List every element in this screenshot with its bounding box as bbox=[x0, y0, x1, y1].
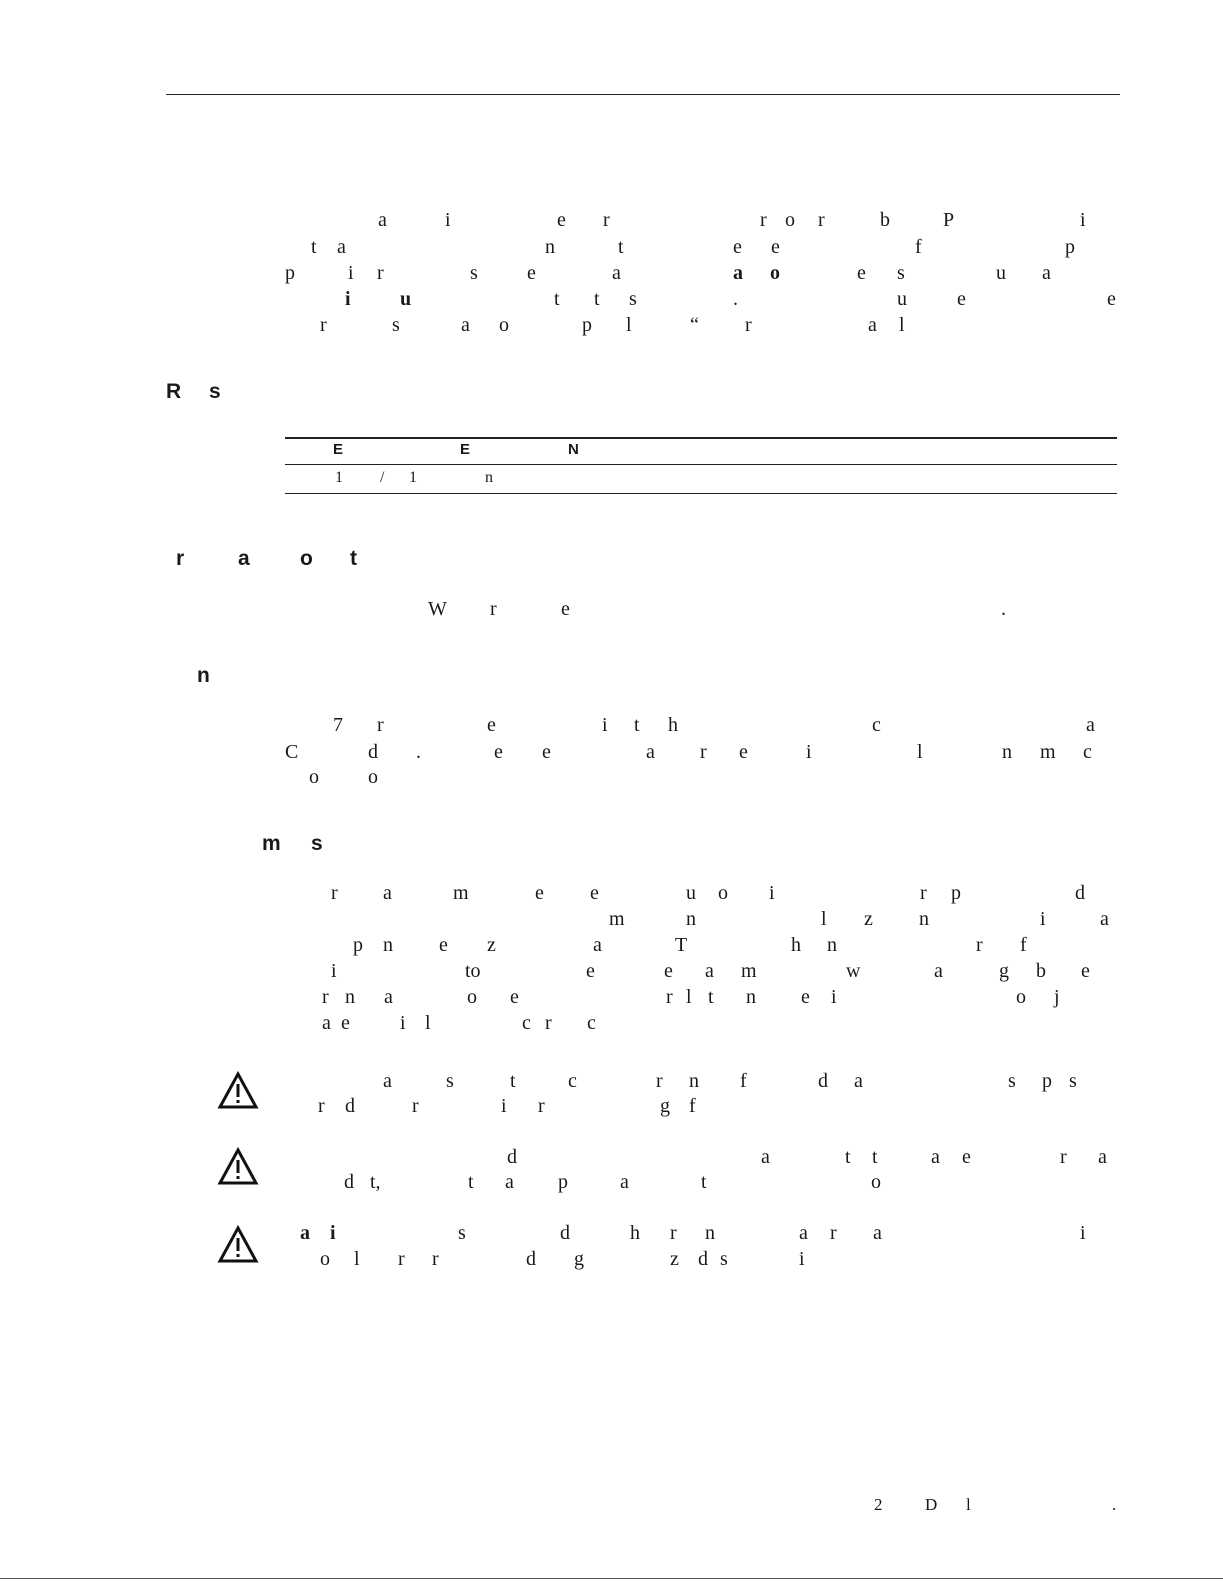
glyph: n bbox=[919, 908, 929, 930]
table-cell: 1 bbox=[409, 469, 417, 486]
glyph: o bbox=[871, 1171, 881, 1193]
glyph: j bbox=[1054, 986, 1060, 1008]
glyph: r bbox=[377, 714, 384, 736]
glyph-bold: i bbox=[345, 288, 351, 310]
glyph: e bbox=[341, 1012, 350, 1034]
glyph: l bbox=[899, 314, 905, 336]
glyph: o bbox=[785, 209, 795, 231]
glyph: z bbox=[487, 934, 496, 956]
glyph: n bbox=[383, 934, 393, 956]
glyph: e bbox=[510, 986, 519, 1008]
glyph: a bbox=[646, 741, 655, 763]
glyph: r bbox=[545, 1012, 552, 1034]
glyph: a bbox=[1098, 1146, 1107, 1168]
glyph: n bbox=[545, 236, 555, 258]
glyph: p bbox=[558, 1171, 568, 1193]
glyph: r bbox=[377, 262, 384, 284]
glyph: r bbox=[830, 1222, 837, 1244]
glyph: c bbox=[1083, 741, 1092, 763]
glyph: c bbox=[872, 714, 881, 736]
glyph: i bbox=[831, 986, 837, 1008]
glyph: r bbox=[331, 882, 338, 904]
glyph: i bbox=[400, 1012, 406, 1034]
glyph: a bbox=[1100, 908, 1109, 930]
footer-glyph: . bbox=[1112, 1495, 1117, 1514]
header-rule bbox=[166, 94, 1120, 95]
glyph: d bbox=[818, 1070, 828, 1092]
glyph: t bbox=[468, 1171, 474, 1193]
bottom-edge-rule bbox=[0, 1578, 1223, 1579]
glyph: a bbox=[383, 882, 392, 904]
glyph: f bbox=[1020, 934, 1027, 956]
glyph: i bbox=[602, 714, 608, 736]
glyph-bold: a bbox=[300, 1222, 310, 1244]
glyph: o bbox=[467, 986, 477, 1008]
glyph-bold: o bbox=[770, 262, 780, 284]
glyph: a bbox=[383, 1070, 392, 1092]
glyph: f bbox=[689, 1095, 696, 1117]
glyph: m bbox=[453, 882, 469, 904]
glyph: i bbox=[445, 209, 451, 231]
glyph: e bbox=[957, 288, 966, 310]
glyph: a bbox=[1086, 714, 1095, 736]
glyph: p bbox=[1042, 1070, 1052, 1092]
glyph: e bbox=[494, 741, 503, 763]
glyph: m bbox=[741, 960, 757, 982]
glyph: d bbox=[1075, 882, 1085, 904]
heading-glyph: n bbox=[197, 664, 210, 687]
glyph: t bbox=[594, 288, 600, 310]
glyph: h bbox=[630, 1222, 640, 1244]
glyph: r bbox=[745, 314, 752, 336]
glyph: u bbox=[897, 288, 907, 310]
glyph: p bbox=[1065, 236, 1075, 258]
glyph: e bbox=[771, 236, 780, 258]
glyph: s bbox=[720, 1248, 728, 1270]
glyph: a bbox=[612, 262, 621, 284]
glyph: . bbox=[1001, 598, 1006, 620]
table-header-cell: N bbox=[568, 441, 579, 458]
glyph: t bbox=[872, 1146, 878, 1168]
glyph: r bbox=[320, 314, 327, 336]
glyph: i bbox=[1080, 1222, 1086, 1244]
glyph: l bbox=[354, 1248, 360, 1270]
glyph: e bbox=[801, 986, 810, 1008]
glyph: b bbox=[880, 209, 890, 231]
glyph: to bbox=[465, 960, 481, 982]
glyph: r bbox=[412, 1095, 419, 1117]
glyph-bold: a bbox=[733, 262, 743, 284]
glyph: r bbox=[432, 1248, 439, 1270]
heading-glyph: t bbox=[350, 547, 357, 570]
glyph: r bbox=[666, 986, 673, 1008]
glyph: e bbox=[439, 934, 448, 956]
glyph: l bbox=[425, 1012, 431, 1034]
glyph: i bbox=[799, 1248, 805, 1270]
glyph: z bbox=[670, 1248, 679, 1270]
footer-glyph: l bbox=[966, 1495, 971, 1514]
heading-glyph: a bbox=[238, 547, 250, 570]
glyph: r bbox=[603, 209, 610, 231]
glyph: e bbox=[664, 960, 673, 982]
table-header-rule bbox=[285, 464, 1117, 465]
glyph-bold: i bbox=[330, 1222, 336, 1244]
glyph: n bbox=[827, 934, 837, 956]
glyph: s bbox=[446, 1070, 454, 1092]
heading-glyph: s bbox=[311, 832, 323, 855]
glyph: a bbox=[868, 314, 877, 336]
glyph: c bbox=[522, 1012, 531, 1034]
glyph: a bbox=[593, 934, 602, 956]
glyph: r bbox=[322, 986, 329, 1008]
glyph: a bbox=[1042, 262, 1051, 284]
glyph: n bbox=[1002, 741, 1012, 763]
glyph: p bbox=[582, 314, 592, 336]
glyph: “ bbox=[690, 314, 699, 336]
glyph: r bbox=[538, 1095, 545, 1117]
glyph: a bbox=[620, 1171, 629, 1193]
glyph: i bbox=[348, 262, 354, 284]
glyph: r bbox=[318, 1095, 325, 1117]
glyph: t bbox=[708, 986, 714, 1008]
glyph: C bbox=[285, 741, 299, 763]
glyph: s bbox=[1069, 1070, 1077, 1092]
glyph: d bbox=[344, 1171, 354, 1193]
glyph: r bbox=[976, 934, 983, 956]
glyph: a bbox=[322, 1012, 331, 1034]
glyph: l bbox=[917, 741, 923, 763]
glyph: s bbox=[629, 288, 637, 310]
glyph: n bbox=[746, 986, 756, 1008]
glyph: a bbox=[384, 986, 393, 1008]
glyph: t bbox=[634, 714, 640, 736]
glyph: t bbox=[701, 1171, 707, 1193]
glyph: a bbox=[378, 209, 387, 231]
glyph: d bbox=[368, 741, 378, 763]
glyph: m bbox=[1040, 741, 1056, 763]
glyph: m bbox=[609, 908, 625, 930]
glyph: e bbox=[535, 882, 544, 904]
warning-triangle-icon bbox=[217, 1225, 259, 1265]
glyph: a bbox=[505, 1171, 514, 1193]
glyph: c bbox=[587, 1012, 596, 1034]
glyph: d bbox=[526, 1248, 536, 1270]
glyph: d bbox=[698, 1248, 708, 1270]
glyph: s bbox=[470, 262, 478, 284]
glyph: a bbox=[461, 314, 470, 336]
glyph: T bbox=[675, 934, 688, 956]
glyph: p bbox=[285, 262, 295, 284]
glyph: a bbox=[873, 1222, 882, 1244]
glyph: l bbox=[821, 908, 827, 930]
glyph: d bbox=[507, 1146, 517, 1168]
table-top-rule bbox=[285, 437, 1117, 439]
glyph: e bbox=[1107, 288, 1116, 310]
glyph: n bbox=[345, 986, 355, 1008]
glyph: c bbox=[568, 1070, 577, 1092]
glyph: a bbox=[705, 960, 714, 982]
glyph: w bbox=[846, 960, 861, 982]
glyph: t bbox=[845, 1146, 851, 1168]
glyph: o bbox=[499, 314, 509, 336]
table-header-cell: E bbox=[460, 441, 471, 458]
glyph: l bbox=[686, 986, 692, 1008]
glyph: e bbox=[1081, 960, 1090, 982]
heading-glyph: R bbox=[166, 380, 182, 403]
glyph: t bbox=[311, 236, 317, 258]
glyph: a bbox=[934, 960, 943, 982]
glyph: W bbox=[428, 598, 447, 620]
glyph: h bbox=[668, 714, 678, 736]
glyph: o bbox=[309, 766, 319, 788]
glyph: 7 bbox=[333, 714, 343, 736]
glyph-bold: u bbox=[400, 288, 412, 310]
glyph: e bbox=[561, 598, 570, 620]
glyph: e bbox=[857, 262, 866, 284]
glyph: r bbox=[490, 598, 497, 620]
glyph: . bbox=[416, 741, 421, 763]
glyph: o bbox=[320, 1248, 330, 1270]
warning-triangle-icon bbox=[217, 1147, 259, 1187]
glyph: e bbox=[962, 1146, 971, 1168]
glyph: f bbox=[740, 1070, 747, 1092]
glyph: P bbox=[943, 209, 955, 231]
glyph: b bbox=[1036, 960, 1046, 982]
glyph: o bbox=[368, 766, 378, 788]
heading-glyph: s bbox=[209, 380, 221, 403]
glyph: e bbox=[739, 741, 748, 763]
glyph: i bbox=[501, 1095, 507, 1117]
heading-glyph: r bbox=[176, 547, 185, 570]
glyph: s bbox=[1008, 1070, 1016, 1092]
glyph: p bbox=[353, 934, 363, 956]
glyph: t bbox=[618, 236, 624, 258]
glyph: s bbox=[897, 262, 905, 284]
glyph: i bbox=[806, 741, 812, 763]
table-cell: n bbox=[485, 469, 493, 486]
glyph: e bbox=[542, 741, 551, 763]
glyph: s bbox=[392, 314, 400, 336]
glyph: t, bbox=[370, 1171, 381, 1193]
glyph: r bbox=[656, 1070, 663, 1092]
glyph: i bbox=[1080, 209, 1086, 231]
glyph: r bbox=[818, 209, 825, 231]
glyph: e bbox=[487, 714, 496, 736]
glyph: o bbox=[1016, 986, 1026, 1008]
heading-glyph: o bbox=[300, 547, 313, 570]
glyph: h bbox=[791, 934, 801, 956]
glyph: p bbox=[951, 882, 961, 904]
glyph: r bbox=[398, 1248, 405, 1270]
glyph: r bbox=[920, 882, 927, 904]
glyph: e bbox=[557, 209, 566, 231]
warning-triangle-icon bbox=[217, 1071, 259, 1111]
glyph: g bbox=[999, 960, 1009, 982]
table-cell: 1 bbox=[335, 469, 343, 486]
glyph: n bbox=[689, 1070, 699, 1092]
glyph: z bbox=[864, 908, 873, 930]
glyph: i bbox=[769, 882, 775, 904]
glyph: d bbox=[560, 1222, 570, 1244]
glyph: n bbox=[686, 908, 696, 930]
table-cell: / bbox=[380, 469, 385, 486]
footer-glyph: 2 bbox=[874, 1495, 883, 1514]
glyph: i bbox=[331, 960, 337, 982]
glyph: r bbox=[670, 1222, 677, 1244]
glyph: i bbox=[1040, 908, 1046, 930]
heading-glyph: m bbox=[262, 832, 281, 855]
glyph: g bbox=[574, 1248, 584, 1270]
glyph: r bbox=[1060, 1146, 1067, 1168]
glyph: t bbox=[510, 1070, 516, 1092]
glyph: a bbox=[799, 1222, 808, 1244]
glyph: u bbox=[996, 262, 1006, 284]
table-bottom-rule bbox=[285, 493, 1117, 494]
glyph: d bbox=[345, 1095, 355, 1117]
glyph: s bbox=[458, 1222, 466, 1244]
glyph: a bbox=[854, 1070, 863, 1092]
glyph: l bbox=[626, 314, 632, 336]
glyph: . bbox=[733, 288, 738, 310]
glyph: t bbox=[554, 288, 560, 310]
glyph: a bbox=[761, 1146, 770, 1168]
glyph: o bbox=[718, 882, 728, 904]
glyph: r bbox=[760, 209, 767, 231]
glyph: e bbox=[527, 262, 536, 284]
glyph: e bbox=[586, 960, 595, 982]
glyph: f bbox=[915, 236, 922, 258]
glyph: e bbox=[590, 882, 599, 904]
glyph: e bbox=[733, 236, 742, 258]
glyph: n bbox=[705, 1222, 715, 1244]
footer-glyph: D bbox=[925, 1495, 938, 1514]
glyph: a bbox=[931, 1146, 940, 1168]
glyph: r bbox=[700, 741, 707, 763]
table-header-cell: E bbox=[333, 441, 344, 458]
glyph: u bbox=[686, 882, 696, 904]
glyph: a bbox=[337, 236, 346, 258]
glyph: g bbox=[660, 1095, 670, 1117]
